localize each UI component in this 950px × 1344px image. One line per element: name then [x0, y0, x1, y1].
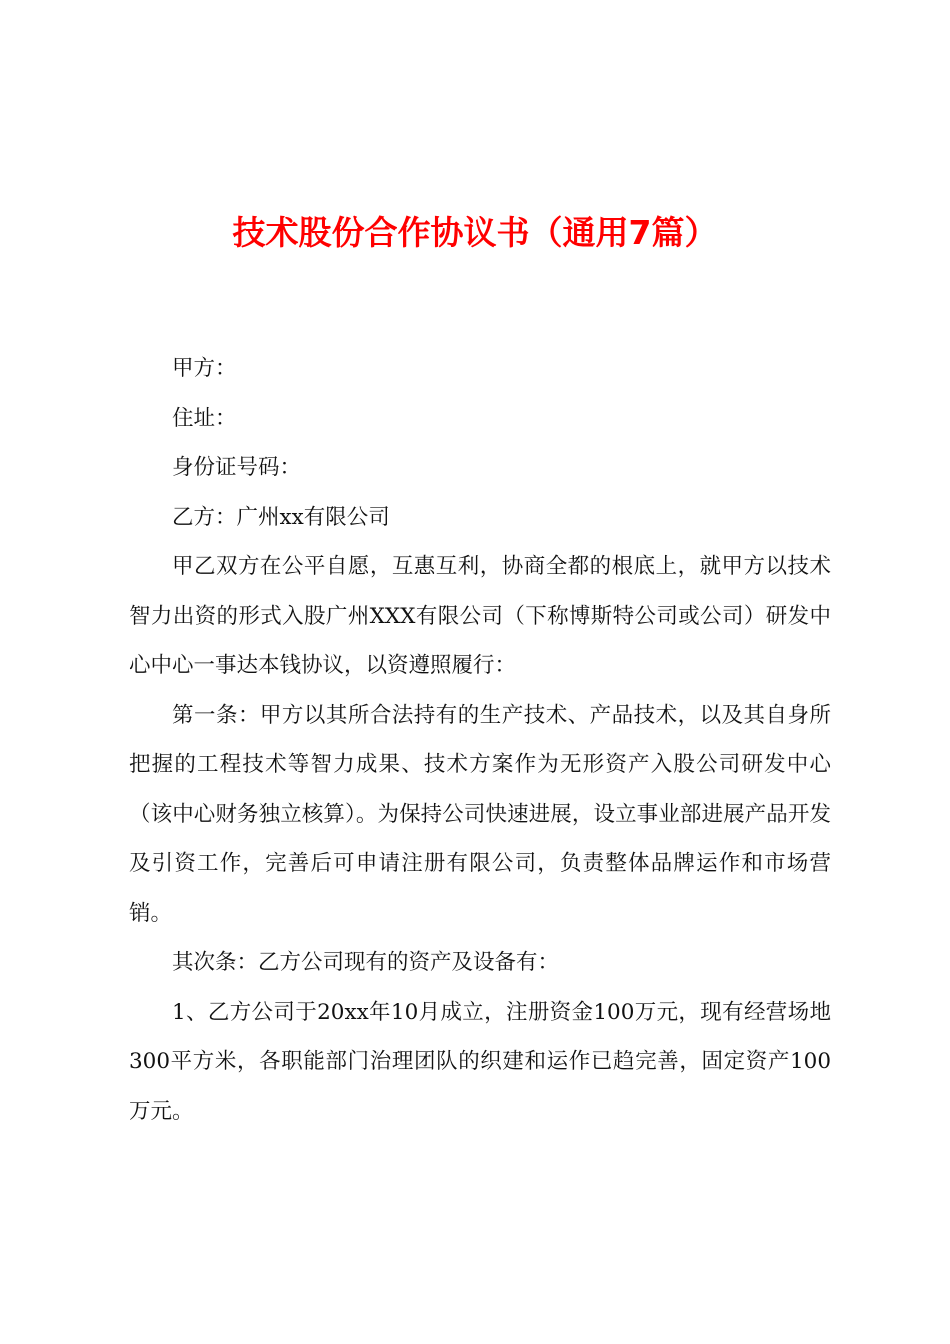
- document-title: 技术股份合作协议书（通用7篇）: [232, 213, 718, 252]
- preamble-paragraph: 甲乙双方在公平自愿，互惠互利，协商全都的根底上，就甲方以技术智力出资的形式入股广州XXX有限公司（下称博斯特公司或公司）研发中心中心一事达本钱协议，以资遵照履行：: [129, 554, 831, 678]
- article-one-paragraph: 第一条：甲方以其所合法持有的生产技术、产品技术，以及其自身所把握的工程技术等智力成果、技术方案作为无形资产入股公司研发中心（该中心财务独立核算）。为保持公司快速进展，设立事业部进展产品开发及引资工作，完善后可申请注册有限公司，负责整体品牌运作和市场营销。: [129, 702, 831, 926]
- party-b-label: 乙方：广州xx有限公司: [172, 504, 390, 530]
- address-label: 住址：: [172, 405, 237, 431]
- id-number-label: 身份证号码：: [172, 455, 302, 480]
- article-two-item-1: 1、乙方公司于20xx年10月成立，注册资金100万元，现有经营场地300平方米，各职能部门治理团队的织建和运作已趋完善，固定资产100万元。: [129, 999, 831, 1124]
- document-body: [129, 344, 831, 1136]
- article-two-paragraph: 其次条：乙方公司现有的资产及设备有：: [172, 950, 560, 975]
- party-a-label: 甲方：: [172, 356, 237, 381]
